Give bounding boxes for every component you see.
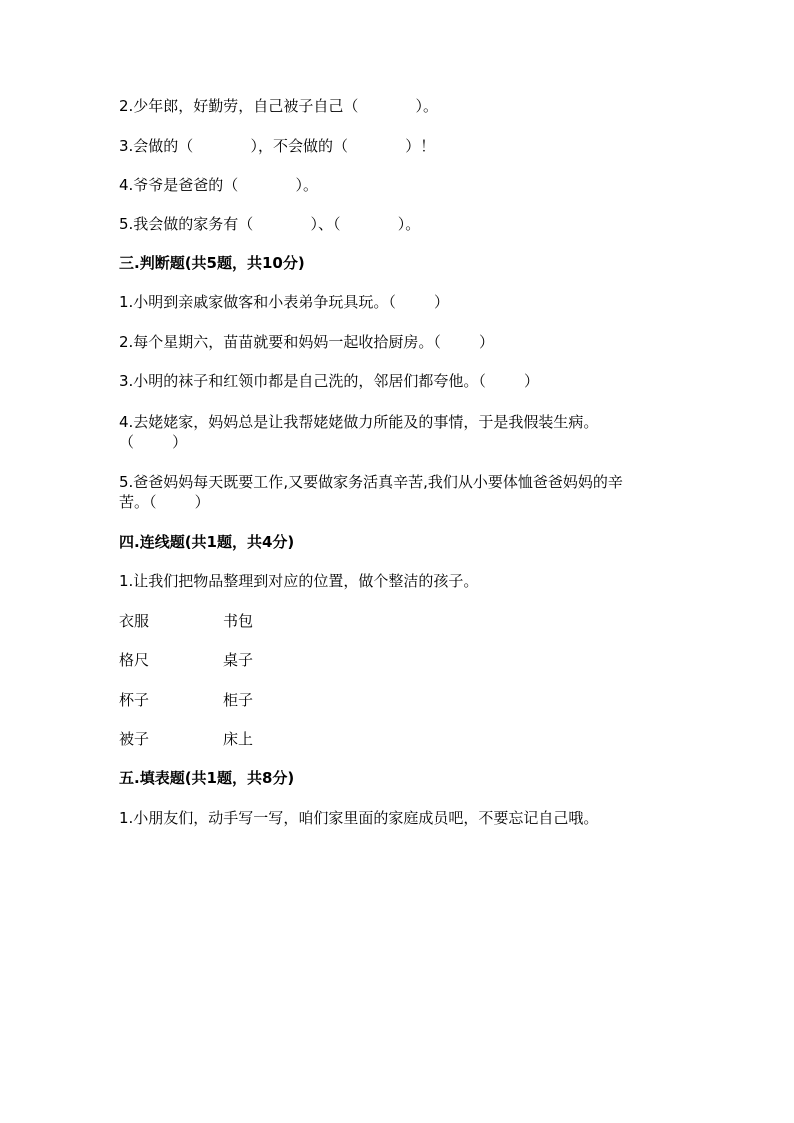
judge-question-1: 1.小明到亲戚家做客和小表弟争玩具玩。（ ） [119, 293, 449, 311]
match-right-item: 桌子 [223, 651, 254, 669]
matching-question: 1.让我们把物品整理到对应的位置，做个整洁的孩子。 [119, 572, 479, 590]
section4-heading: 四.连线题(共1题，共4分) [119, 533, 295, 551]
match-left-item: 格尺 [119, 651, 150, 669]
table-question: 1.小朋友们，动手写一写，咱们家里面的家庭成员吧，不要忘记自己哦。 [119, 809, 599, 827]
match-left-item: 杯子 [119, 691, 150, 709]
section5-heading: 五.填表题(共1题，共8分) [119, 769, 295, 787]
section3-heading: 三.判断题(共5题，共10分) [119, 254, 305, 272]
match-left-item: 衣服 [119, 612, 150, 630]
match-right-item: 床上 [223, 730, 254, 748]
judge-question-2: 2.每个星期六，苗苗就要和妈妈一起收拾厨房。（ ） [119, 333, 494, 351]
fill-question-3: 3.会做的（ ），不会做的（ ）！ [119, 137, 436, 155]
judge-question-5-line1: 5.爸爸妈妈每天既要工作,又要做家务活真辛苦,我们从小要体恤爸爸妈妈的辛 [119, 473, 623, 491]
match-left-item: 被子 [119, 730, 150, 748]
judge-question-4-line2: （ ） [119, 433, 188, 451]
judge-question-5-line2: 苦。（ ） [119, 493, 210, 511]
fill-question-4: 4.爷爷是爸爸的（ ）。 [119, 176, 319, 194]
match-right-item: 书包 [223, 612, 254, 630]
fill-question-5: 5.我会做的家务有（ ）、（ ）。 [119, 215, 421, 233]
match-right-item: 柜子 [223, 691, 254, 709]
fill-question-2: 2.少年郎，好勤劳，自己被子自己（ ）。 [119, 97, 439, 115]
judge-question-3: 3.小明的袜子和红领巾都是自己洗的，邻居们都夸他。（ ） [119, 372, 539, 390]
judge-question-4-line1: 4.去姥姥家，妈妈总是让我帮姥姥做力所能及的事情，于是我假装生病。 [119, 413, 599, 431]
